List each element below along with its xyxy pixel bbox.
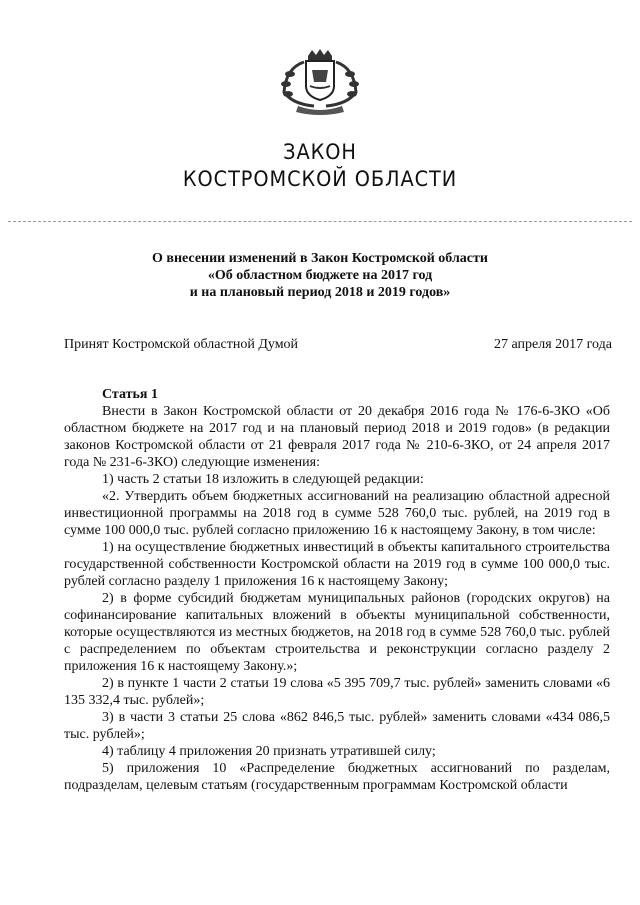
paragraph: 4) таблицу 4 приложения 20 признать утратившей силу; [102, 744, 436, 759]
paragraph: Внести в Закон Костромской области от 20 декабря 2016 года № 176-6-ЗКО «Об областном бюджете на 2017 год и на плановый период 2018 и 2019 годов» (в редакции законов Костромской области от 21 февраля 2017 года № 210-6-ЗКО, от 24 апреля 2017 года № 231-6-ЗКО) следующие изменения: [64, 404, 610, 470]
document-title-line1: ЗАКОН [283, 140, 357, 164]
paragraph: «2. Утвердить объем бюджетных ассигнований на реализацию областной адресной инвестиционной программы на 2018 год в сумме 528 760,0 тыс. рублей, на 2019 год в сумме 100 000,0 тыс. рублей согласно приложению 16 к настоящему Закону, в том числе: [64, 489, 610, 538]
coat-of-arms-icon [268, 48, 372, 118]
paragraph: 2) в форме субсидий бюджетам муниципальных районов (городских округов) на софинансирование капитальных вложений в объекты муниципальной собственности, которые осуществляются из местных бюджетов, на 2018 год в сумме 528 760,0 тыс. рублей с распределением по объектам строительства и реконструкции согласно разделу 2 приложения 16 к настоящему Закону.»; [64, 591, 610, 674]
document-title-line2: КОСТРОМСКОЙ ОБЛАСТИ [182, 167, 458, 191]
article-title: Статья 1 [102, 387, 158, 402]
paragraph: 3) в части 3 статьи 25 слова «862 846,5 тыс. рублей» заменить словами «434 086,5 тыс. рублей»; [64, 710, 610, 742]
paragraph: 5) приложения 10 «Распределение бюджетных ассигнований по разделам, подразделам, целевым статьям (государственным программам Костромской области [64, 761, 610, 793]
subtitle-line3: и на плановый период 2018 и 2019 годов» [189, 285, 451, 300]
law-subtitle [100, 250, 540, 301]
subtitle-line2: «Об областном бюджете на 2017 год [207, 268, 433, 283]
subtitle-line1: О внесении изменений в Закон Костромской области [152, 251, 488, 266]
adoption-line [64, 337, 612, 353]
adopted-date: 27 апреля 2017 года [494, 337, 612, 352]
header-divider [8, 221, 632, 222]
paragraph: 1) часть 2 статьи 18 изложить в следующей редакции: [102, 472, 424, 487]
adopted-by: Принят Костромской областной Думой [64, 337, 299, 352]
paragraph: 1) на осуществление бюджетных инвестиций в объекты капитального строительства государственной собственности Костромской области на 2019 год в сумме 100 000,0 тыс. рублей согласно разделу 1 приложения 16 к настоящему Закону; [64, 540, 610, 589]
paragraph: 2) в пункте 1 части 2 статьи 19 слова «5 395 709,7 тыс. рублей» заменить словами «6 135 332,4 тыс. рублей»; [64, 676, 610, 708]
law-body [64, 386, 610, 794]
